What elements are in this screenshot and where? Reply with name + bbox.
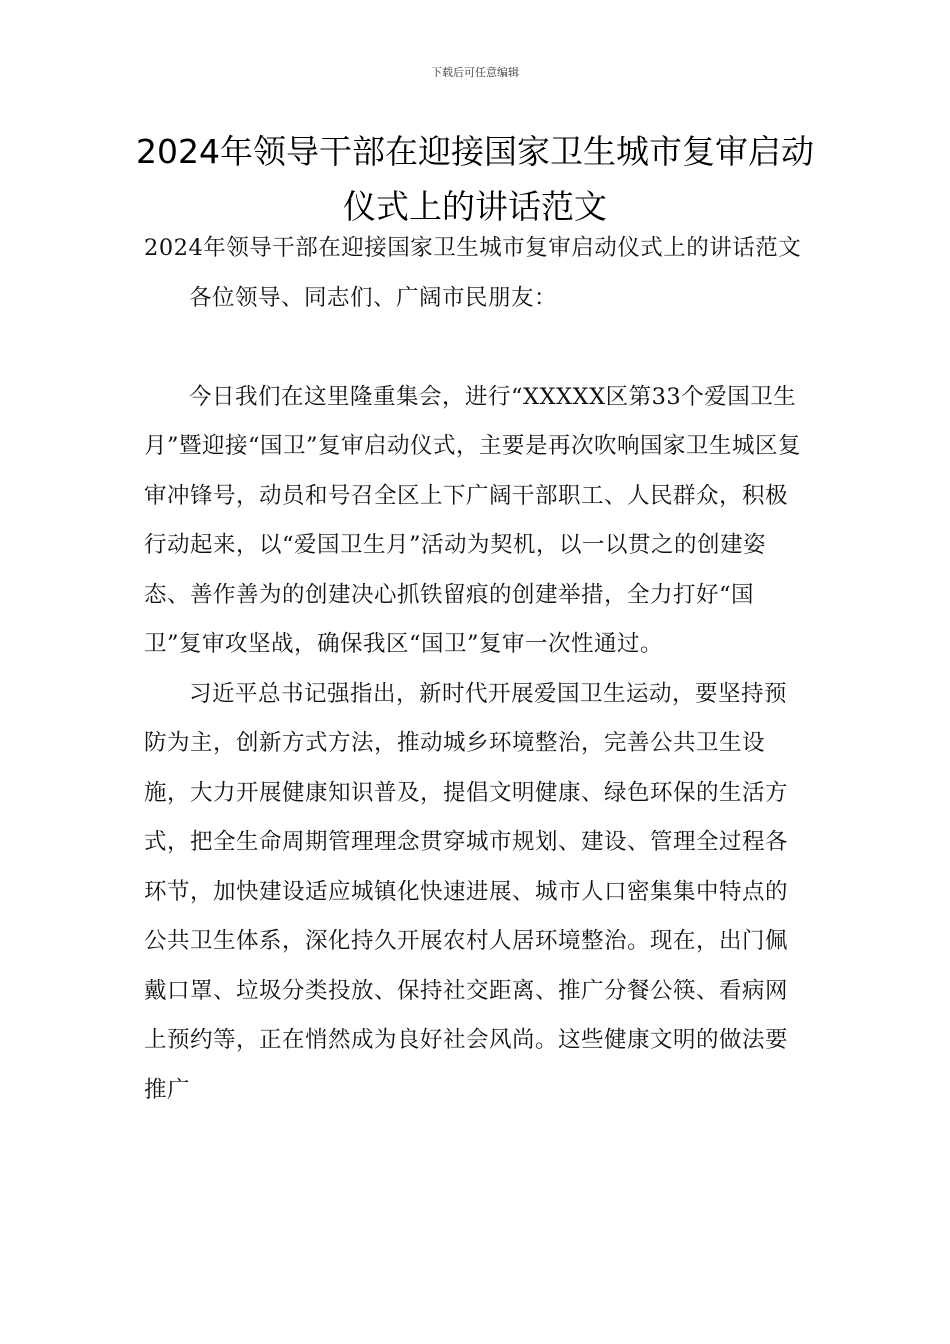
header-note: 下载后可任意编辑 [431, 66, 519, 79]
document-title: 2024年领导干部在迎接国家卫生城市复审启动仪式上的讲话范文 [136, 132, 814, 226]
salutation: 各位领导、同志们、广阔市民朋友： [189, 284, 558, 311]
subtitle-repeat: 2024年领导干部在迎接国家卫生城市复审启动仪式上的讲话范文 [144, 235, 802, 261]
paragraph: 今日我们在这里隆重集会，进行“XXXXX区第33个爱国卫生月”暨迎接“国卫”复审启动仪式，主要是再次吹响国家卫生城区复审冲锋号，动员和号召全区上下广阔干部职工、人民群众，积极行动起来，以“爱国卫生月”活动为契机，以一以贯之的创建姿态、善作善为的创建决心抓铁留痕的创建举措，全力打好“国卫”复审攻坚战，确保我区“国卫”复审一次性通过。 [144, 383, 802, 657]
paragraph: 习近平总书记强指出，新时代开展爱国卫生运动，要坚持预防为主，创新方式方法，推动城乡环境整治，完善公共卫生设施，大力开展健康知识普及，提倡文明健康、绿色环保的生活方式，把全生命周期管理理念贯穿城市规划、建设、管理全过程各环节，加快建设适应城镇化快速进展、城市人口密集集中特点的公共卫生体系，深化持久开展农村人居环境整治。现在，出门佩戴口罩、垃圾分类投放、保持社交距离、推广分餐公筷、看病网上预约等，正在悄然成为良好社会风尚。这些健康文明的做法要推广 [144, 680, 789, 1103]
document-body [144, 224, 808, 1115]
blank-line [144, 323, 808, 373]
